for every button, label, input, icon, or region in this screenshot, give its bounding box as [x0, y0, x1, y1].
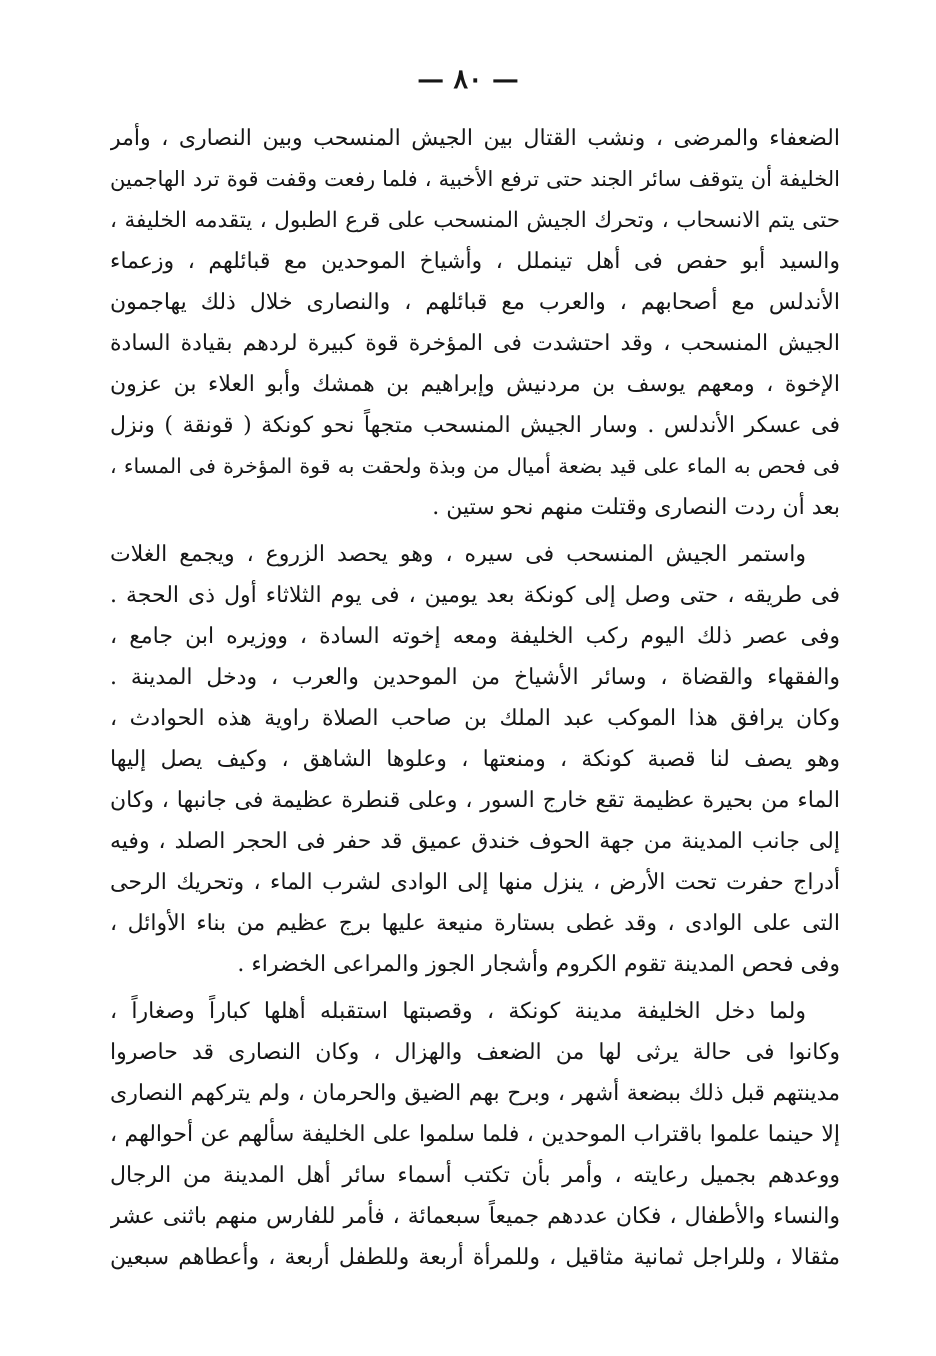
text-line: الأندلس مع أصحابهم ، والعرب مع قبائلهم ، والنصارى خلال ذلك يهاجمون	[110, 290, 840, 315]
text-line: والنساء والأطفال ، فكان عددهم جميعاً سبعمائة ، فأمر للفارس منهم باثنى عشر	[110, 1204, 840, 1229]
text-line: الجيش المنسحب ، وقد احتشدت فى المؤخرة قوة كبيرة لردهم بقيادة السادة	[110, 331, 840, 356]
text-line: وفى فحص المدينة تقوم الكروم وأشجار الجوز والمراعى الخضراء .	[237, 952, 840, 977]
text-line: وفى عصر ذلك اليوم ركب الخليفة ومعه إخوته السادة ، ووزيره ابن جامع ،	[110, 624, 840, 649]
text-line: حتى يتم الانسحاب ، وتحرك الجيش المنسحب على قرع الطبول ، يتقدمه الخليفة ،	[110, 208, 840, 233]
text-line: بعد أن ردت النصارى وقتلت منهم نحو ستين .	[432, 495, 840, 520]
text-line: فى فحص به الماء على قيد بضعة أميال من وبذة ولحقت به قوة المؤخرة فى المساء ،	[110, 454, 840, 478]
text-line: الماء من بحيرة عظيمة تقع خارج السور ، وعلى قنطرة عظيمة فى جانبها ، وكان	[110, 788, 840, 813]
page-number: — ٨٠ —	[417, 64, 519, 95]
text-line: واستمر الجيش المنسحب فى سيره ، وهو يحصد الزروع ، ويجمع الغلات	[110, 542, 806, 567]
text-line: إلا حينما علموا باقتراب الموحدين ، فلما سلموا على الخليفة سألهم عن أحوالهم ،	[110, 1122, 840, 1147]
text-line: والسيد أبو حفص فى أهل تينملل ، وأشياخ الموحدين مع قبائلهم ، وزعماء	[110, 249, 840, 274]
text-line: الخليفة أن يتوقف سائر الجند حتى ترفع الأخبية ، فلما رفعت وقفت قوة ترد الهاجمين	[110, 167, 840, 191]
text-line: والفقهاء والقضاة ، وسائر الأشياخ من الموحدين والعرب ، ودخل المدينة .	[110, 665, 840, 690]
paragraph-1	[110, 118, 840, 528]
text-line: ووعدهم بجميل رعايته ، وأمر بأن تكتب أسماء سائر أهل المدينة من الرجال	[110, 1163, 840, 1188]
text-line: فى عسكر الأندلس . وسار الجيش المنسحب متجهاً نحو كونكة ( قونقة ) ونزل	[110, 413, 840, 438]
text-line: إلى جانب المدينة من جهة الحوف خندق عميق قد حفر فى الحجر الصلد ، وفيه	[110, 829, 840, 854]
text-line: الضعفاء والمرضى ، ونشب القتال بين الجيش المنسحب وبين النصارى ، وأمر	[110, 126, 840, 151]
text-line: فى طريقه ، حتى وصل إلى كونكة بعد يومين ، فى يوم الثلاثاء أول ذى الحجة .	[110, 583, 840, 608]
text-line: مدينتهم قبل ذلك ببضعة أشهر ، وبرح بهم الضيق والحرمان ، ولم يتركهم النصارى	[110, 1081, 840, 1106]
text-line: الإخوة ، ومعهم يوسف بن مردنيش وإبراهيم بن همشك وأبو العلاء بن عزون	[110, 372, 840, 397]
paragraph-2	[110, 534, 840, 985]
text-line: وهو يصف لنا قصبة كونكة ، ومنعتها ، وعلوها الشاهق ، وكيف يصل إليها	[110, 747, 840, 772]
body-text	[110, 118, 840, 1278]
text-line: التى على الوادى ، وقد غطى بستارة منيعة عليها برج عظيم من بناء الأوائل ،	[110, 911, 840, 936]
text-line: وكانوا فى حالة يرثى لها من الضعف والهزال ، وكان النصارى قد حاصروا	[110, 1040, 840, 1065]
text-line: مثقالا ، وللراجل ثمانية مثاقيل ، وللمرأة أربعة وللطفل أربعة ، وأعطاهم سبعين	[110, 1245, 840, 1270]
text-line: ولما دخل الخليفة مدينة كونكة ، وقصبتها استقبله أهلها كباراً وصغاراً ،	[110, 999, 806, 1024]
text-line: وكان يرافق هذا الموكب عبد الملك بن صاحب الصلاة راوية هذه الحوادث ،	[110, 706, 840, 731]
text-line: أدراج حفرت تحت الأرض ، ينزل منها إلى الوادى لشرب الماء ، وتحريك الرحى	[110, 870, 840, 895]
paragraph-3	[110, 991, 840, 1278]
